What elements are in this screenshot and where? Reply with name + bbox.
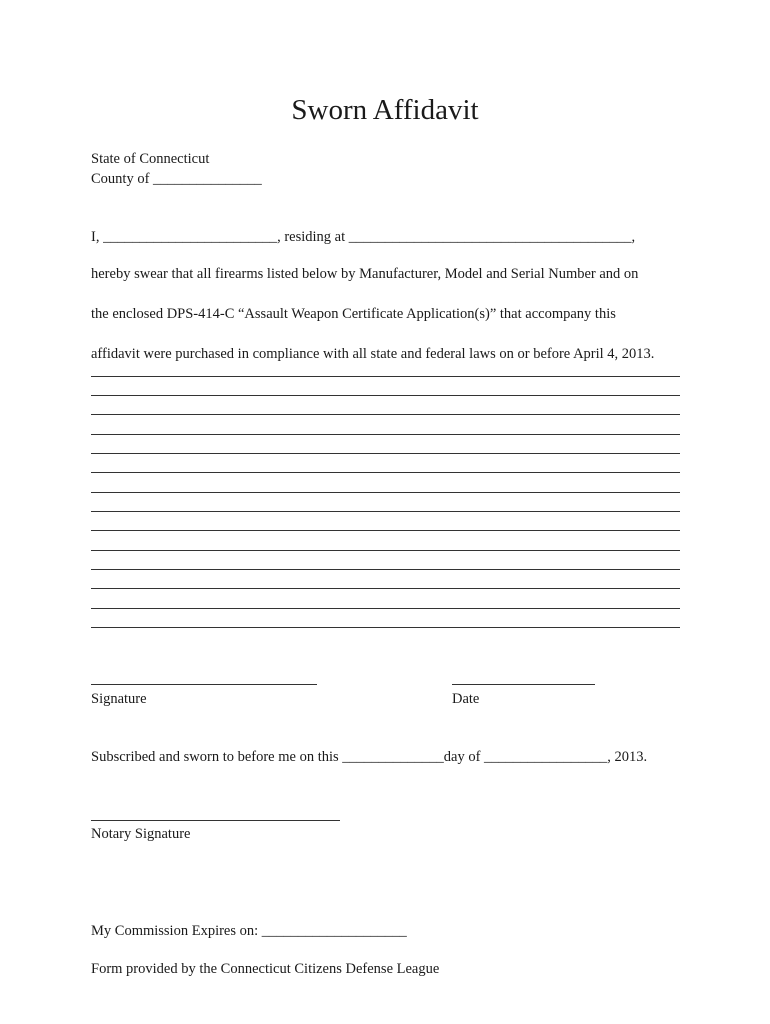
firearm-list-line[interactable]	[91, 530, 680, 531]
firearm-list-line[interactable]	[91, 434, 680, 435]
firearm-list-line[interactable]	[91, 588, 680, 589]
date-label: Date	[452, 691, 480, 707]
date-field-line[interactable]	[452, 684, 595, 685]
state-line: State of Connecticut	[91, 151, 210, 167]
commission-expires-line: My Commission Expires on: ____________________	[91, 923, 407, 939]
firearm-list-line[interactable]	[91, 472, 680, 473]
signature-label: Signature	[91, 691, 147, 707]
affidavit-paragraph-line-1: hereby swear that all firearms listed below by Manufacturer, Model and Serial Number and on	[91, 266, 639, 282]
firearm-list-line[interactable]	[91, 376, 680, 377]
firearm-list-line[interactable]	[91, 627, 680, 628]
firearm-list-line[interactable]	[91, 492, 680, 493]
firearm-list-line[interactable]	[91, 608, 680, 609]
affidavit-paragraph-line-2: the enclosed DPS-414-C “Assault Weapon Certificate Application(s)” that accompany this	[91, 306, 616, 322]
affidavit-paragraph-line-3: affidavit were purchased in compliance with all state and federal laws on or before April 4, 2013.	[91, 346, 655, 362]
notary-signature-label: Notary Signature	[91, 826, 191, 842]
signature-field-line[interactable]	[91, 684, 317, 685]
county-line: County of _______________	[91, 171, 262, 187]
subscribed-sworn-line: Subscribed and sworn to before me on this ______________day of _________________, 2013.	[91, 749, 648, 765]
notary-signature-field-line[interactable]	[91, 820, 340, 821]
firearm-list-line[interactable]	[91, 569, 680, 570]
firearm-list-line[interactable]	[91, 395, 680, 396]
firearm-list-line[interactable]	[91, 453, 680, 454]
firearm-list-line[interactable]	[91, 550, 680, 551]
declarant-residence-line: I, ________________________, residing at _______________________________________,	[91, 229, 636, 245]
firearm-list-line[interactable]	[91, 414, 680, 415]
document-title: Sworn Affidavit	[291, 94, 479, 126]
firearm-list-line[interactable]	[91, 511, 680, 512]
form-provider-footer: Form provided by the Connecticut Citizens Defense League	[91, 961, 440, 977]
